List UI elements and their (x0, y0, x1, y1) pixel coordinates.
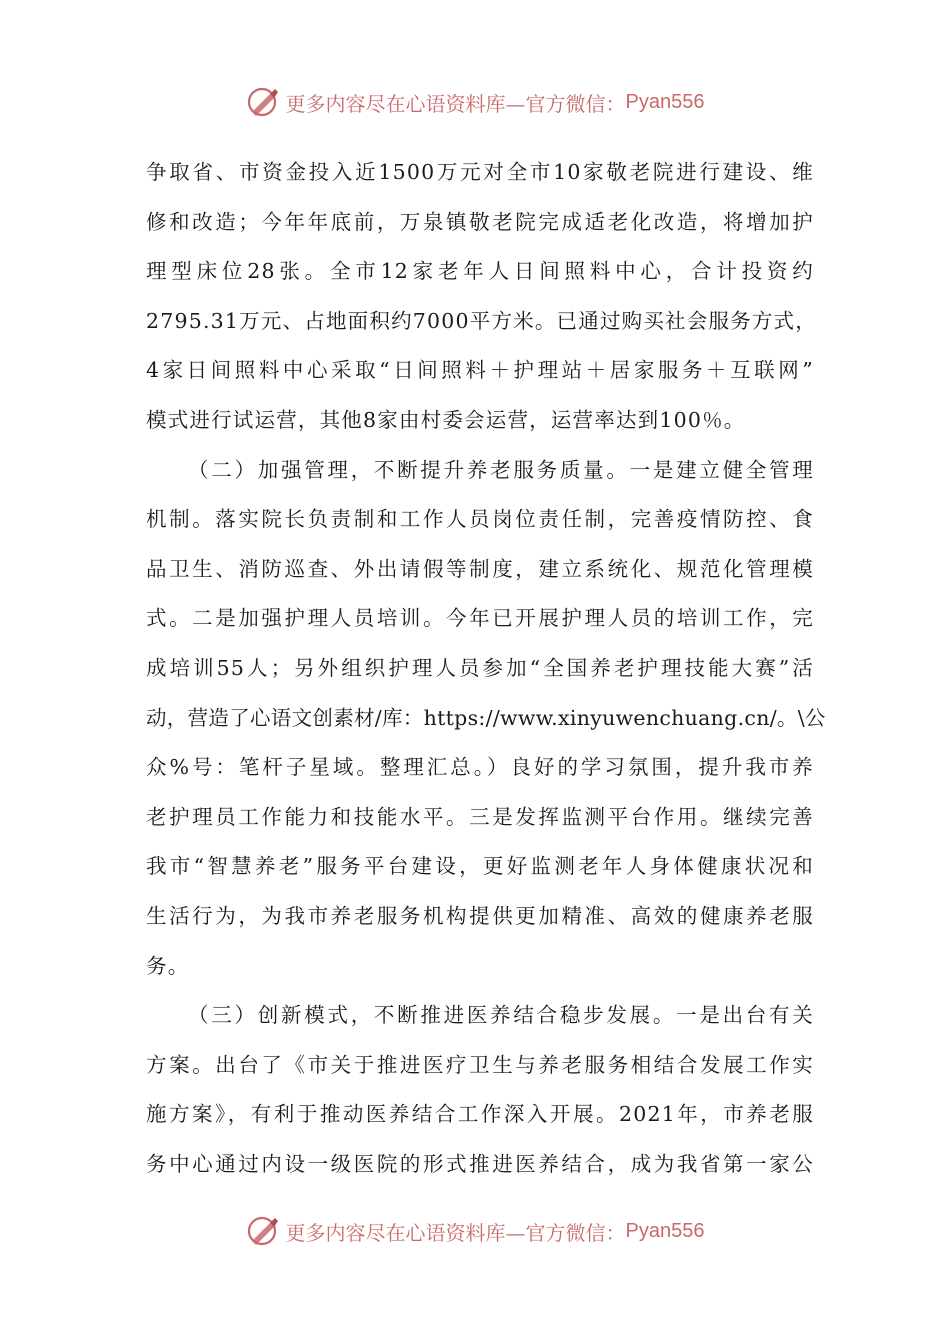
text-line: 修和改造；今年年底前，万泉镇敬老院完成适老化改造，将增加护 (146, 209, 814, 234)
text-line: 4家日间照料中心采取“日间照料＋护理站＋居家服务＋互联网” (146, 358, 814, 383)
footer-banner (0, 1211, 950, 1251)
text-line: 成培训55人；另外组织护理人员参加“全国养老护理技能大赛”活 (146, 655, 814, 680)
text-line: 争取省、市资金投入近1500万元对全市10家敬老院进行建设、维 (146, 160, 814, 184)
text-line: 式。二是加强护理人员培训。今年已开展护理人员的培训工作，完 (146, 606, 814, 631)
text-line: 众%号：笔杆子星域。整理汇总。）良好的学习氛围，提升我市养 (146, 755, 814, 780)
text-line: 生活行为，为我市养老服务机构提供更加精准、高效的健康养老服 (146, 903, 814, 928)
text-line: 我市“智慧养老”服务平台建设，更好监测老年人身体健康状况和 (146, 854, 814, 879)
text-line: 动，营造了心语文创素材/库：https://www.xinyuwenchuang.cn/。\公 (146, 705, 826, 730)
text-line: 理型床位28张。全市12家老年人日间照料中心，合计投资约 (146, 259, 814, 284)
text-line: 老护理员工作能力和技能水平。三是发挥监测平台作用。继续完善 (146, 804, 814, 829)
text-line: 务中心通过内设一级医院的形式推进医养结合，成为我省第一家公 (146, 1151, 814, 1176)
document-body (146, 148, 826, 1189)
footer-banner-text: 更多内容尽在心语资料库—官方微信： (285, 1220, 626, 1245)
text-line: 务。 (146, 953, 190, 978)
text-line: 施方案》，有利于推动医养结合工作深入开展。2021年，市养老服 (146, 1102, 814, 1127)
pen-logo-icon (246, 1214, 280, 1248)
footer-banner-wechat: Pyan556 (625, 1219, 705, 1242)
pen-logo-icon (246, 85, 280, 119)
header-banner-text: 更多内容尽在心语资料库—官方微信： (285, 91, 626, 116)
text-line: 机制。落实院长负责制和工作人员岗位责任制，完善疫情防控、食 (146, 507, 814, 532)
header-banner (0, 82, 950, 122)
header-banner-wechat: Pyan556 (625, 90, 705, 113)
text-line: （三）创新模式，不断推进医养结合稳步发展。一是出台有关 (188, 1003, 814, 1028)
text-line: 模式进行试运营，其他8家由村委会运营，运营率达到100％。 (146, 407, 746, 432)
text-line: （二）加强管理，不断提升养老服务质量。一是建立健全管理 (188, 457, 814, 482)
text-line: 2795.31万元、占地面积约7000平方米。已通过购买社会服务方式， (146, 308, 817, 333)
text-line: 方案。出台了《市关于推进医疗卫生与养老服务相结合发展工作实 (146, 1052, 814, 1077)
text-line: 品卫生、消防巡查、外出请假等制度，建立系统化、规范化管理模 (146, 556, 814, 581)
